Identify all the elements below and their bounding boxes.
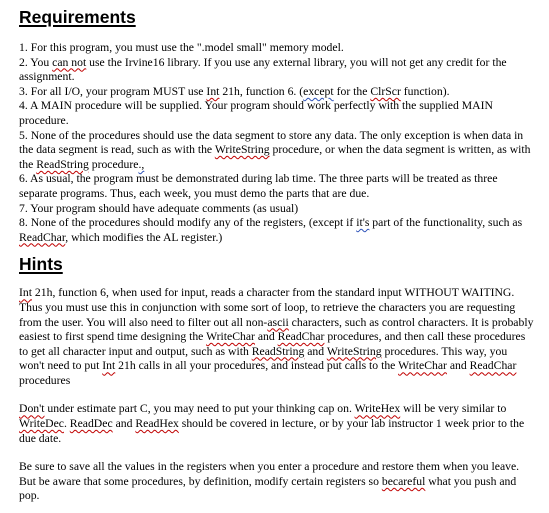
spellcheck-flagged-word: ClrScr	[370, 84, 401, 98]
text-run: and	[304, 344, 327, 358]
requirements-heading: Requirements	[19, 7, 136, 27]
spellcheck-flagged-word: Don't	[19, 402, 45, 416]
spellcheck-flagged-word: ascii	[267, 315, 289, 329]
text-run: procedures, and then call these procedures to get all character input and output, such as with	[19, 330, 526, 358]
spellcheck-flagged-word: ReadChar	[469, 359, 517, 373]
hints-section	[19, 286, 535, 504]
spellcheck-flagged-word: WriteString	[214, 143, 270, 157]
text-run: , which modifies the AL register.)	[65, 230, 223, 244]
spellcheck-flagged-word: Int	[19, 286, 32, 300]
spellcheck-flagged-word: Int	[206, 84, 220, 98]
text-run: 21h, function 6, when used for input, reads a character from the standard input WITHOUT WAITING. Thus you must use this in conjunction with some sort of loop, to retrieve the characters you are requesting from the user. You will also need to filter out all non-	[19, 286, 516, 329]
spellcheck-flagged-word: Int	[102, 359, 116, 373]
hint-paragraph	[19, 460, 535, 504]
text-run: 21h calls in all your procedures, and instead put calls to the	[115, 359, 399, 373]
requirement-item	[19, 99, 535, 128]
text-run: procedure, or when the data segment is written, as with the	[19, 143, 531, 171]
text-run: 1. For this program, you must use the ".model small" memory model.	[19, 41, 344, 54]
spellcheck-flagged-word: except	[303, 84, 334, 98]
requirement-item	[19, 172, 535, 201]
text-run: and	[112, 417, 136, 431]
text-run: 2. You	[19, 55, 53, 69]
text-run: characters, such as control characters. It is probably easiest to first spend time designing the	[19, 315, 534, 344]
spellcheck-flagged-word: ReadChar	[19, 230, 66, 244]
text-run: procedures	[19, 373, 71, 387]
text-run: and	[254, 330, 278, 344]
text-run: for the	[333, 84, 371, 98]
hint-paragraph	[19, 402, 535, 446]
spellcheck-flagged-word: WriteChar	[206, 330, 255, 344]
requirement-item	[19, 129, 535, 173]
requirement-item	[19, 202, 535, 217]
requirement-item	[19, 216, 535, 245]
text-run: procedures. This way, you won't need to put	[19, 344, 508, 373]
spellcheck-flagged-word: ReadString	[251, 344, 305, 358]
text-run: procedure	[88, 157, 139, 171]
hint-paragraph	[19, 286, 535, 388]
spellcheck-flagged-word: WriteDec	[19, 417, 64, 431]
spellcheck-flagged-word: ReadChar	[277, 330, 325, 344]
spellcheck-flagged-word: ReadDec	[69, 417, 113, 431]
text-run: will be very similar to	[400, 402, 507, 416]
requirements-list	[19, 41, 535, 245]
text-run: .	[63, 417, 70, 431]
requirement-item	[19, 41, 535, 56]
spellcheck-flagged-word: it's	[356, 216, 370, 230]
spellcheck-flagged-word: can not	[52, 55, 87, 69]
text-run: and	[446, 359, 470, 373]
text-run: 8. None of the procedures should modify any of the registers, (except if	[19, 216, 357, 230]
spellcheck-flagged-word: ReadString	[36, 157, 89, 171]
spellcheck-flagged-word: .,	[138, 157, 145, 171]
spellcheck-flagged-word: WriteHex	[354, 402, 401, 416]
text-run: should be covered in lecture, or by your lab instructor 1 week prior to the due date.	[19, 417, 525, 445]
text-run: under estimate part C, you may need to put your thinking cap on.	[44, 402, 355, 416]
spellcheck-flagged-word: WriteString	[326, 344, 382, 358]
spellcheck-flagged-word: WriteChar	[398, 359, 447, 373]
text-run: use the Irvine16 library. If you use any external library, you will not get any credit for the assignment.	[19, 55, 507, 84]
text-run: function).	[400, 84, 450, 98]
text-run: part of the functionality, such as	[369, 216, 523, 230]
text-run: 6. As usual, the program must be demonstrated during lab time. The three parts will be treated as three separate programs. Thus, each week, you must demo the parts that are due.	[19, 172, 498, 200]
text-run: 21h, function 6. (	[219, 84, 304, 98]
text-run: Be sure to save all the values in the registers when you enter a procedure and restore them when you leave. But be aware that some procedures, by definition, modify certain registers so	[19, 460, 520, 488]
spellcheck-flagged-word: becareful	[381, 474, 426, 488]
spellcheck-flagged-word: ReadHex	[135, 417, 179, 431]
text-run: 4. A MAIN procedure will be supplied. Your program should work perfectly with the supplied MAIN procedure.	[19, 99, 493, 127]
text-run: 7. Your program should have adequate comments (as usual)	[19, 201, 299, 215]
requirement-item	[19, 85, 535, 100]
text-run: what you push and pop.	[19, 474, 517, 503]
requirement-item	[19, 56, 535, 85]
text-run: 5. None of the procedures should use the data segment to store any data. The only exception is when data in the data segment is read, such as with the	[19, 128, 524, 157]
hints-heading: Hints	[19, 254, 63, 275]
text-run: 3. For all I/O, your program MUST use	[19, 84, 207, 98]
